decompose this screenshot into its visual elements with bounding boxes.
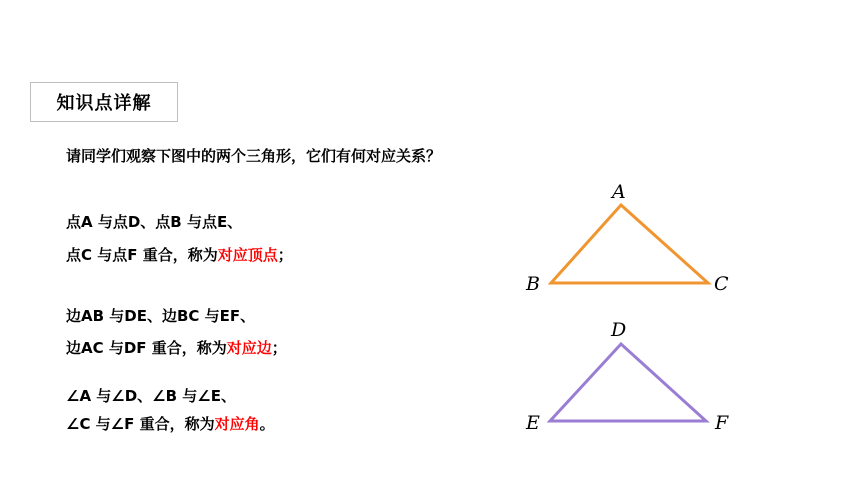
angles-line-1: ∠A 与∠D、∠B 与∠E、 [66, 387, 236, 405]
vertices-line-2-text: 点C 与点F 重合，称为 [66, 246, 218, 264]
triangle-abc [551, 205, 708, 283]
vertex-label-a: A [612, 181, 626, 203]
vertex-label-c: C [714, 273, 729, 295]
sides-line-2 [66, 338, 287, 358]
vertex-label-e: E [526, 412, 540, 434]
vertices-line-2 [66, 245, 293, 265]
angles-line-2-end: 。 [259, 415, 275, 433]
vertices-line-1: 点A 与点D、点B 与点E、 [66, 213, 243, 231]
sides-line-1: 边AB 与DE、边BC 与EF、 [66, 307, 256, 325]
section-title: 知识点详解 [30, 82, 178, 122]
question-text: 请同学们观察下图中的两个三角形，它们有何对应关系？ [66, 147, 442, 165]
vertices-line-2-end: ； [277, 246, 293, 264]
triangle-def [550, 344, 706, 421]
sides-line-2-end: ； [271, 339, 287, 357]
term-corresponding-sides: 对应边 [226, 339, 272, 357]
vertex-label-f: F [715, 412, 729, 434]
sides-line-2-text: 边AC 与DF 重合，称为 [66, 339, 227, 357]
angles-line-2-text: ∠C 与∠F 重合，称为 [66, 415, 215, 433]
term-corresponding-angles: 对应角 [214, 415, 260, 433]
triangles-figure [510, 172, 750, 452]
angles-line-2 [66, 414, 275, 434]
vertex-label-d: D [611, 319, 627, 341]
term-corresponding-vertices: 对应顶点 [217, 246, 278, 264]
vertex-label-b: B [526, 273, 540, 295]
